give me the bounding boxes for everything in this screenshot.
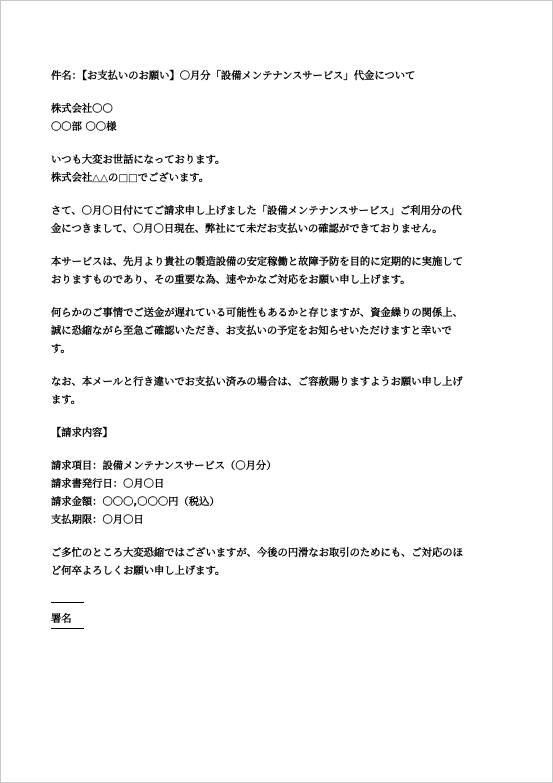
paragraph-line: 何らかのご事情でご送金が遅れている可能性もあるかと存じますが、資金繰りの関係上、 bbox=[51, 307, 463, 319]
billing-heading: 【請求内容】 bbox=[51, 427, 113, 439]
greeting-line-1: いつも大変お世話になっております。 bbox=[51, 154, 226, 166]
signature-label: 署名 bbox=[51, 613, 72, 625]
paragraph-line: なお、本メールと行き違いでお支払い済みの場合は、ご容赦賜りますようお願い申し上げ bbox=[51, 376, 463, 388]
billing-details bbox=[51, 457, 506, 529]
signature-rule-bottom bbox=[51, 628, 84, 629]
billing-issue-date: 請求書発行日：〇月〇日 bbox=[51, 478, 165, 490]
paragraph-line: す。 bbox=[51, 343, 71, 355]
paragraph-closing bbox=[51, 544, 506, 580]
recipient-person: 〇〇部 〇〇様 bbox=[51, 121, 117, 133]
paragraph-payment-status bbox=[51, 202, 506, 238]
paragraph-line: ご多忙のところ大変恐縮ではございますが、今後の円滑なお取引のためにも、ご対応のほ bbox=[51, 547, 463, 559]
billing-item: 請求項目：設備メンテナンスサービス（〇月分） bbox=[51, 460, 277, 472]
paragraph-line: 誠に恐縮ながら至急ご確認いただき、お支払いの予定をお知らせいただけますと幸いで bbox=[51, 325, 452, 337]
paragraph-already-paid bbox=[51, 373, 506, 409]
subject-line: 件名：【お支払いのお願い】〇月分「設備メンテナンスサービス」代金について bbox=[51, 70, 416, 82]
email-body bbox=[51, 67, 506, 629]
paragraph-line: さて、〇月〇日付にてご請求申し上げました「設備メンテナンスサービス」ご利用分の代 bbox=[51, 205, 462, 217]
paragraph-request-confirmation bbox=[51, 304, 506, 358]
paragraph-line: ます。 bbox=[51, 394, 82, 406]
billing-due-date: 支払期限：〇月〇日 bbox=[51, 514, 144, 526]
recipient-company: 株式会社〇〇 bbox=[51, 103, 113, 115]
paragraph-line: ど何卒よろしくお願い申し上げます。 bbox=[51, 565, 226, 577]
paragraph-service-importance bbox=[51, 253, 506, 289]
paragraph-line: 本サービスは、先月より貴社の製造設備の安定稼働と故障予防を目的に定期的に実施して bbox=[51, 256, 463, 268]
greeting-line-2: 株式会社△△の□□でございます。 bbox=[51, 172, 210, 184]
paragraph-line: 金につきまして、〇月〇日現在、弊社にて未だお支払いの確認ができておりません。 bbox=[51, 223, 443, 235]
billing-amount: 請求金額：〇〇〇,〇〇〇円（税込） bbox=[51, 496, 220, 508]
paragraph-line: おりますものであり、その重要な為、速やかなご対応をお願い申し上げます。 bbox=[51, 274, 411, 286]
